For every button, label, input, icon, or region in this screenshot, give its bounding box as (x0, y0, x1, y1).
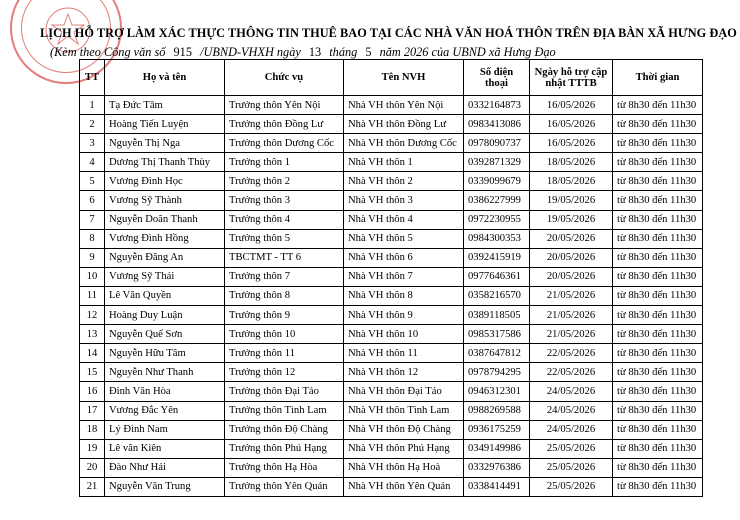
table-row (80, 286, 703, 305)
cell-date: 20/05/2026 (530, 248, 613, 267)
cell-date: 20/05/2026 (530, 229, 613, 248)
cell-name: Nguyễn Thị Nga (105, 134, 225, 153)
cell-venue: Nhà VH thôn 8 (344, 286, 464, 305)
cell-time: từ 8h30 đến 11h30 (613, 267, 703, 286)
subtitle-year-label: năm 2026 của UBND xã Hưng Đạo (379, 45, 556, 59)
cell-phone: 0392871329 (464, 153, 530, 172)
cell-phone: 0946312301 (464, 382, 530, 401)
cell-time: từ 8h30 đến 11h30 (613, 248, 703, 267)
cell-stt: 11 (80, 286, 105, 305)
cell-time: từ 8h30 đến 11h30 (613, 172, 703, 191)
table-row (80, 420, 703, 439)
subtitle-mid: /UBND-VHXH ngày (200, 45, 301, 59)
cell-stt: 6 (80, 191, 105, 210)
cell-date: 24/05/2026 (530, 401, 613, 420)
cell-name: Vương Đắc Yên (105, 401, 225, 420)
table-body (80, 96, 703, 497)
cell-phone: 0978794295 (464, 363, 530, 382)
cell-stt: 21 (80, 477, 105, 496)
cell-name: Lý Đình Nam (105, 420, 225, 439)
column-header-venue: Tên NVH (344, 60, 464, 96)
cell-position: Trưởng thôn 11 (225, 344, 344, 363)
cell-phone: 0988269588 (464, 401, 530, 420)
cell-date: 25/05/2026 (530, 477, 613, 496)
cell-venue: Nhà VH thôn Dương Cốc (344, 134, 464, 153)
cell-time: từ 8h30 đến 11h30 (613, 306, 703, 325)
cell-phone: 0972230955 (464, 210, 530, 229)
cell-position: Trưởng thôn Đại Tảo (225, 382, 344, 401)
cell-stt: 7 (80, 210, 105, 229)
cell-stt: 15 (80, 363, 105, 382)
cell-date: 24/05/2026 (530, 420, 613, 439)
table-row (80, 96, 703, 115)
table-row (80, 344, 703, 363)
cell-position: Trưởng thôn Đồng Lư (225, 115, 344, 134)
cell-position: Trưởng thôn 7 (225, 267, 344, 286)
cell-venue: Nhà VH thôn Độ Chàng (344, 420, 464, 439)
column-header-position: Chức vụ (225, 60, 344, 96)
cell-stt: 12 (80, 306, 105, 325)
cell-phone: 0349149986 (464, 439, 530, 458)
document-subtitle (50, 45, 740, 60)
cell-name: Hoàng Tiến Luyện (105, 115, 225, 134)
cell-position: Trưởng thôn Yên Nội (225, 96, 344, 115)
cell-time: từ 8h30 đến 11h30 (613, 115, 703, 134)
cell-venue: Nhà VH thôn 6 (344, 248, 464, 267)
cell-phone: 0387647812 (464, 344, 530, 363)
cell-phone: 0332976386 (464, 458, 530, 477)
table-row (80, 134, 703, 153)
cell-time: từ 8h30 đến 11h30 (613, 134, 703, 153)
cell-name: Dương Thị Thanh Thùy (105, 153, 225, 172)
cell-phone: 0977646361 (464, 267, 530, 286)
cell-name: Nguyễn Doãn Thanh (105, 210, 225, 229)
cell-position: Trưởng thôn 8 (225, 286, 344, 305)
cell-name: Nguyễn Đăng An (105, 248, 225, 267)
cell-time: từ 8h30 đến 11h30 (613, 96, 703, 115)
cell-venue: Nhà VH thôn Hạ Hoà (344, 458, 464, 477)
cell-date: 16/05/2026 (530, 115, 613, 134)
cell-stt: 10 (80, 267, 105, 286)
subtitle-month-label: tháng (329, 45, 358, 59)
cell-position: Trưởng thôn 4 (225, 210, 344, 229)
table-row (80, 306, 703, 325)
column-header-date: Ngày hỗ trợ cập nhật TTTB (530, 60, 613, 96)
cell-stt: 9 (80, 248, 105, 267)
cell-stt: 16 (80, 382, 105, 401)
cell-position: Trưởng thôn Hạ Hòa (225, 458, 344, 477)
cell-date: 16/05/2026 (530, 96, 613, 115)
cell-stt: 20 (80, 458, 105, 477)
cell-name: Đinh Văn Hòa (105, 382, 225, 401)
table-row (80, 248, 703, 267)
cell-venue: Nhà VH thôn Đồng Lư (344, 115, 464, 134)
cell-time: từ 8h30 đến 11h30 (613, 210, 703, 229)
cell-venue: Nhà VH thôn 10 (344, 325, 464, 344)
cell-date: 18/05/2026 (530, 172, 613, 191)
cell-venue: Nhà VH thôn 11 (344, 344, 464, 363)
cell-time: từ 8h30 đến 11h30 (613, 363, 703, 382)
table-row (80, 115, 703, 134)
cell-position: Trưởng thôn 5 (225, 229, 344, 248)
cell-date: 22/05/2026 (530, 344, 613, 363)
table-row (80, 153, 703, 172)
table-row (80, 458, 703, 477)
subtitle-prefix: (Kèm theo Công văn số (50, 45, 166, 59)
cell-venue: Nhà VH thôn 12 (344, 363, 464, 382)
cell-stt: 13 (80, 325, 105, 344)
cell-phone: 0936175259 (464, 420, 530, 439)
column-header-time: Thời gian (613, 60, 703, 96)
cell-date: 18/05/2026 (530, 153, 613, 172)
table-row (80, 401, 703, 420)
cell-name: Đào Như Hải (105, 458, 225, 477)
cell-date: 21/05/2026 (530, 286, 613, 305)
cell-date: 20/05/2026 (530, 267, 613, 286)
cell-name: Nguyễn Hữu Tâm (105, 344, 225, 363)
cell-time: từ 8h30 đến 11h30 (613, 458, 703, 477)
table-row (80, 325, 703, 344)
column-header-phone: Số điện thoại (464, 60, 530, 96)
cell-phone: 0984300353 (464, 229, 530, 248)
cell-name: Hoàng Duy Luận (105, 306, 225, 325)
cell-venue: Nhà VH thôn 9 (344, 306, 464, 325)
cell-phone: 0389118505 (464, 306, 530, 325)
cell-venue: Nhà VH thôn Phú Hạng (344, 439, 464, 458)
cell-name: Vương Đình Hồng (105, 229, 225, 248)
document-day: 13 (308, 45, 322, 59)
cell-time: từ 8h30 đến 11h30 (613, 153, 703, 172)
table-row (80, 439, 703, 458)
cell-venue: Nhà VH thôn 3 (344, 191, 464, 210)
cell-name: Vương Đình Học (105, 172, 225, 191)
cell-stt: 5 (80, 172, 105, 191)
document-number: 915 (173, 45, 192, 59)
cell-time: từ 8h30 đến 11h30 (613, 229, 703, 248)
cell-date: 25/05/2026 (530, 439, 613, 458)
cell-stt: 19 (80, 439, 105, 458)
cell-date: 16/05/2026 (530, 134, 613, 153)
cell-position: Trưởng thôn 3 (225, 191, 344, 210)
table-row (80, 363, 703, 382)
table-row (80, 191, 703, 210)
cell-date: 25/05/2026 (530, 458, 613, 477)
cell-venue: Nhà VH thôn 2 (344, 172, 464, 191)
cell-time: từ 8h30 đến 11h30 (613, 382, 703, 401)
cell-phone: 0978090737 (464, 134, 530, 153)
cell-position: Trưởng thôn 12 (225, 363, 344, 382)
cell-venue: Nhà VH thôn 1 (344, 153, 464, 172)
cell-time: từ 8h30 đến 11h30 (613, 439, 703, 458)
support-schedule-table (79, 59, 703, 497)
document-title: LỊCH HỖ TRỢ LÀM XÁC THỰC THÔNG TIN THUÊ BAO TẠI CÁC NHÀ VĂN HOÁ THÔN TRÊN ĐỊA BÀN XÃ HƯNG ĐẠO (40, 26, 737, 40)
cell-position: Trưởng thôn 9 (225, 306, 344, 325)
cell-time: từ 8h30 đến 11h30 (613, 286, 703, 305)
cell-time: từ 8h30 đến 11h30 (613, 401, 703, 420)
cell-phone: 0332164873 (464, 96, 530, 115)
cell-time: từ 8h30 đến 11h30 (613, 344, 703, 363)
cell-date: 19/05/2026 (530, 191, 613, 210)
cell-position: Trưởng thôn 10 (225, 325, 344, 344)
cell-position: Trưởng thôn 2 (225, 172, 344, 191)
cell-position: Trưởng thôn Dương Cốc (225, 134, 344, 153)
cell-venue: Nhà VH thôn 5 (344, 229, 464, 248)
cell-name: Lê văn Kiên (105, 439, 225, 458)
column-header-stt: TT (80, 60, 105, 96)
cell-venue: Nhà VH thôn Tình Lam (344, 401, 464, 420)
cell-date: 19/05/2026 (530, 210, 613, 229)
cell-phone: 0339099679 (464, 172, 530, 191)
cell-stt: 1 (80, 96, 105, 115)
cell-phone: 0386227999 (464, 191, 530, 210)
cell-position: Trưởng thôn Yên Quán (225, 477, 344, 496)
table-row (80, 229, 703, 248)
cell-date: 22/05/2026 (530, 363, 613, 382)
cell-phone: 0358216570 (464, 286, 530, 305)
cell-name: Vương Sỹ Thái (105, 267, 225, 286)
cell-name: Tạ Đức Tâm (105, 96, 225, 115)
cell-position: Trưởng thôn 1 (225, 153, 344, 172)
cell-date: 21/05/2026 (530, 325, 613, 344)
cell-time: từ 8h30 đến 11h30 (613, 191, 703, 210)
cell-position: Trưởng thôn Phú Hạng (225, 439, 344, 458)
cell-venue: Nhà VH thôn 4 (344, 210, 464, 229)
cell-name: Nguyễn Quế Sơn (105, 325, 225, 344)
table-row (80, 267, 703, 286)
cell-stt: 17 (80, 401, 105, 420)
table-row (80, 382, 703, 401)
cell-date: 24/05/2026 (530, 382, 613, 401)
cell-phone: 0338414491 (464, 477, 530, 496)
cell-venue: Nhà VH thôn Yên Quán (344, 477, 464, 496)
cell-position: Trưởng thôn Tình Lam (225, 401, 344, 420)
document-month: 5 (365, 45, 372, 59)
cell-time: từ 8h30 đến 11h30 (613, 477, 703, 496)
cell-stt: 14 (80, 344, 105, 363)
cell-name: Nguyễn Văn Trung (105, 477, 225, 496)
cell-stt: 3 (80, 134, 105, 153)
table-header-row (80, 60, 703, 96)
cell-venue: Nhà VH thôn 7 (344, 267, 464, 286)
cell-date: 21/05/2026 (530, 306, 613, 325)
cell-time: từ 8h30 đến 11h30 (613, 325, 703, 344)
table-row (80, 172, 703, 191)
cell-venue: Nhà VH thôn Yên Nội (344, 96, 464, 115)
cell-stt: 2 (80, 115, 105, 134)
cell-stt: 4 (80, 153, 105, 172)
cell-phone: 0983413086 (464, 115, 530, 134)
column-header-name: Họ và tên (105, 60, 225, 96)
cell-stt: 18 (80, 420, 105, 439)
cell-venue: Nhà VH thôn Đại Tảo (344, 382, 464, 401)
cell-time: từ 8h30 đến 11h30 (613, 420, 703, 439)
cell-phone: 0392415919 (464, 248, 530, 267)
cell-position: Trưởng thôn Độ Chàng (225, 420, 344, 439)
cell-phone: 0985317586 (464, 325, 530, 344)
cell-name: Lê Văn Quyền (105, 286, 225, 305)
table-row (80, 210, 703, 229)
cell-name: Nguyễn Như Thanh (105, 363, 225, 382)
cell-stt: 8 (80, 229, 105, 248)
cell-name: Vương Sỹ Thành (105, 191, 225, 210)
cell-position: TBCTMT - TT 6 (225, 248, 344, 267)
table-row (80, 477, 703, 496)
